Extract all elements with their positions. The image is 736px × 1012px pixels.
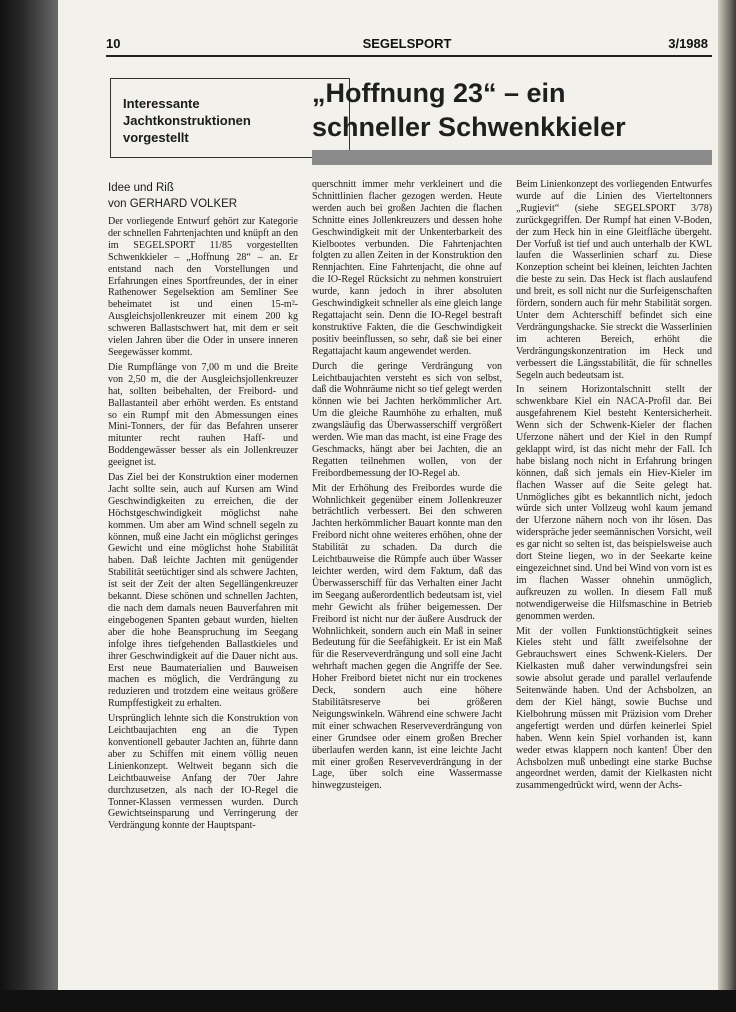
issue-number: 3/1988 (668, 36, 708, 51)
paragraph: Mit der vollen Funktionstüchtigkeit seines Kieles steht und fällt zweifelsohne der Gebrauchswert eines Schwenk-Kielers. Der Kielkasten muß daher verwindungsfrei sein sowie absolut gerade und parallel verlaufende Seitenwände haben. Und der Achsbolzen, an dem der Kiel hängt, sowie Buchse und Kielbohrung müssen mit Präzision vom Dreher angefertigt werden und dürfen keinerlei Spiel haben. Wenn kein Spiel vorhanden ist, kann weder etwas klappern noch kanten! Über den Achsbolzen muß unbedingt eine starke Buchse angeordnet werden, damit der Kielkasten nicht zusammengedrückt wird, wenn der Achs- (516, 625, 712, 792)
page-number: 10 (106, 36, 121, 51)
byline-author: von GERHARD VOLKER (108, 198, 238, 210)
running-header (106, 36, 708, 54)
paragraph: querschnitt immer mehr verkleinert und die Schnittlinien flacher gezogen werden. Heute werden auch bei großen Jachten die flachen Schnitte eines Jollenkreuzers und dessen hohe Geschwindigkeit mit der Unkenterbarkeit des Kielbootes verbunden. Die Fahrtenjachten folgten zu allen Zeiten in der Konstruktion den Rennjachten. Eine Fahrtenjacht, die ohne auf die IO-Regel Rücksicht zu nehmen konstruiert wurde, kann jedoch in ihrer absoluten Geschwindigkeit schneller als eine gleich lange Regattajacht sein. Denn die IO-Regel bestraft konstruktive Fakten, die die Geschwindigkeit positiv beeinflussen, so sehr, daß sie bei einer Regattajacht kaum angewendet werden. (312, 179, 502, 357)
byline (108, 180, 308, 212)
paragraph: Der vorliegende Entwurf gehört zur Kategorie der schnellen Fahrtenjachten und knüpft an den im SEGELSPORT 11/85 vorgestellten Schwenkkieler – „Hoffnung 28“ – an. Er entstand nach den Vorstellungen und Erfahrungen eines Sportfreundes, der in einer Rathenower Segelsektion am Semliner See beheimatet ist und einen 15-m²-Ausgleichsjollenkreuzer mit einem 200 kg schweren Ballastschwert hat, mit dem er seit vielen Jahren über die Oder in unsere inneren Seegewässer kommt. (108, 216, 298, 358)
paragraph: Ursprünglich lehnte sich die Konstruktion von Leichtbaujachten eng an die Typen konventionell gebauter Jachten an, führte dann aber zu Schiffen mit einem völlig neuen Linienkonzept. Weltweit begann sich die Leichtbauweise Anfang der 70er Jahre durchzusetzen, als nach der IO-Regel die Tonner-Klassen vermessen wurden. Durch Gewichtseinsparung und Verringerung der Verdrängung konnte der Hauptspant- (108, 713, 298, 832)
text-column-3 (516, 179, 712, 954)
paragraph: Beim Linienkonzept des vorliegenden Entwurfes wurde auf die Linien des Vierteltonners „Rugievit“ (siehe SEGELSPORT 3/78) zurückgegriffen. Der Rumpf hat einen V-Boden, der zum Heck hin in eine Gleitfläche übergeht. Der Vorfuß ist tief und auch unterhalb der KWL laufen die Wasserlinien scharf zu. Diese Konzeption scheint bei kleinen, leichten Jachten die beste zu sein. Das Heck ist flach auslaufend und breit, es soll nicht nur die Surfeigenschaften fördern, sondern auch für mehr Stabilität sorgen. Unter dem Achterschiff befindet sich eine Verdrängungshacke. Sie streckt die Wasserlinien im achteren Bereich, erhöht die Verdrängungskonzentration im Heck und verbessert die Längsstabilität, die für schnelles Segeln auch bedeutsam ist. (516, 179, 712, 381)
scan-edge-right (718, 0, 736, 1012)
headline-bar (312, 150, 712, 165)
paragraph: Durch die geringe Verdrängung von Leichtbaujachten versteht es sich von selbst, daß die Wohnräume nicht so tief gelegt werden können wie bei Jachten herkömmlicher Art. Um die gleiche Raumhöhe zu erhalten, muß zwangsläufig das Überwasserschiff vergrößert werden. Wie man das macht, ist eine Frage des Geschmacks, hängt aber bei Jachten, die an Regatten teilnehmen wollen, von der Freibordbemessung der IO-Regel ab. (312, 360, 502, 479)
paragraph: Die Rumpflänge von 7,00 m und die Breite von 2,50 m, die der Ausgleichsjollenkreuzer hat, sollten beibehalten, der Freibord- und Ballastanteil aber erhöht werden. Es entstand so ein Rumpf mit den Abmessungen eines Mini-Tonners, der für das Befahren unserer mitunter recht rauhen Haff- und Boddengewässer besser als ein Jollenkreuzer geeignet ist. (108, 361, 298, 469)
article-headline: „Hoffnung 23“ – ein schneller Schwenkkieler (312, 78, 626, 142)
scan-edge-bottom (0, 990, 736, 1012)
text-column-2 (312, 179, 502, 954)
series-title: Interessante Jachtkonstruktionen vorgestellt (123, 96, 251, 145)
paragraph: Mit der Erhöhung des Freibordes wurde die Wohnlichkeit gegenüber einem Jollenkreuzer beträchtlich verbessert. Bei den schweren Jachten herkömmlicher Bauart konnte man den Freibord nicht ohne weiteres erhöhen, ohne der Stabilität zu schaden. Da durch die Leichtbauweise die Rümpfe auch über Wasser leichter werden, wird dem Faktum, daß das Überwasserschiff für das Verhalten einer Jacht im Seegang außerordentlich bedeutsam ist, viel mehr Gewicht als früher beigemessen. Der Freibord ist nicht nur der äußere Ausdruck der Wohnlichkeit, sondern auch ein Maß in seiner Bedeutung für die Seefähigkeit. Er ist ein Maß für die Reserveverdrängung und soll eine Jacht wehrhaft machen gegen die Angriffe der See. Hoher Freibord bietet nicht nur ein trockenes Deck, sondern auch eine höhere Stabilitätsreserve bei größeren Neigungswinkeln. Während eine schwere Jacht mit einer schwachen Reserveverdrängung von einer Grundsee oder einem großen Brecher überlaufen werden kann, ist eine leichte Jacht mit einer großen Reserveverdrängung in der Lage, über solch eine Wassermasse hinwegzusteigen. (312, 482, 502, 792)
paragraph: In seinem Horizontalschnitt stellt der schwenkbare Kiel ein NACA-Profil dar. Bei ausgefahrenem Kiel besteht Kentersicherheit. Wenn sich der Schwenk-Kieler der flachen Uferzone nähert und der Kiel in den Rumpf geklappt wird, ist das nicht mehr der Fall. Ich habe bislang noch nicht in Erfahrung bringen können, daß sich jemals ein Hiev-Kieler im flachen Wasser auf die Seite gelegt hat. Unmögliches gibt es bekanntlich nicht, jedoch würde sich unter Vollzeug wohl kaum jemand der Uferzone nähern noch von ihr lösen. Das widerspräche jeder seemännischen Vorsicht, weil es gar nicht so selten ist, das beispielsweise auch dort Steine liegen, wo in der Seekarte keine eingezeichnet sind. Und bei Wind von vorn ist es im flachen Wasser ohnehin unmöglich, aufkreuzen zu wollen. In diesem Fall muß notwendigerweise die Hilfsmaschine in Betrieb genommen werden. (516, 384, 712, 622)
header-rule (106, 55, 712, 57)
text-column-1 (108, 216, 298, 956)
byline-subtitle: Idee und Riß (108, 182, 174, 194)
paragraph: Das Ziel bei der Konstruktion einer modernen Jacht sollte sein, auch auf Kursen am Wind Geschwindigkeiten zu erreichen, die der Höchstgeschwindigkeit möglichst nahe kommen. Um aber am Wind schnell segeln zu können, muß eine Jacht ein möglichst geringes Gewicht und eine möglichst hohe Stabilität haben. Daß leichte Jachten mit genügender Stabilität seetüchtiger sind als schwere Jachten, ist seit der Zeit der alten Segellängenkreuzer bekannt. Diese schönen und schnellen Jachten, die nach dem damals neuen Bauverfahren mit eingebogenen Spanten gebaut wurden, hielten aber die hohe Beanspruchung im Seegang infolge ihres tiefgehenden Ballastkieles und ihrer Geschwindigkeit auf die Dauer nicht aus. Erst neue Baumaterialien und Bauweisen machen es möglich, die Verdrängung zu reduzieren und trotzdem eine weitaus größere Rumpffestigkeit zu erhalten. (108, 472, 298, 710)
scan-edge-left (0, 0, 58, 1012)
magazine-title: SEGELSPORT (362, 36, 452, 51)
magazine-page (58, 0, 718, 990)
